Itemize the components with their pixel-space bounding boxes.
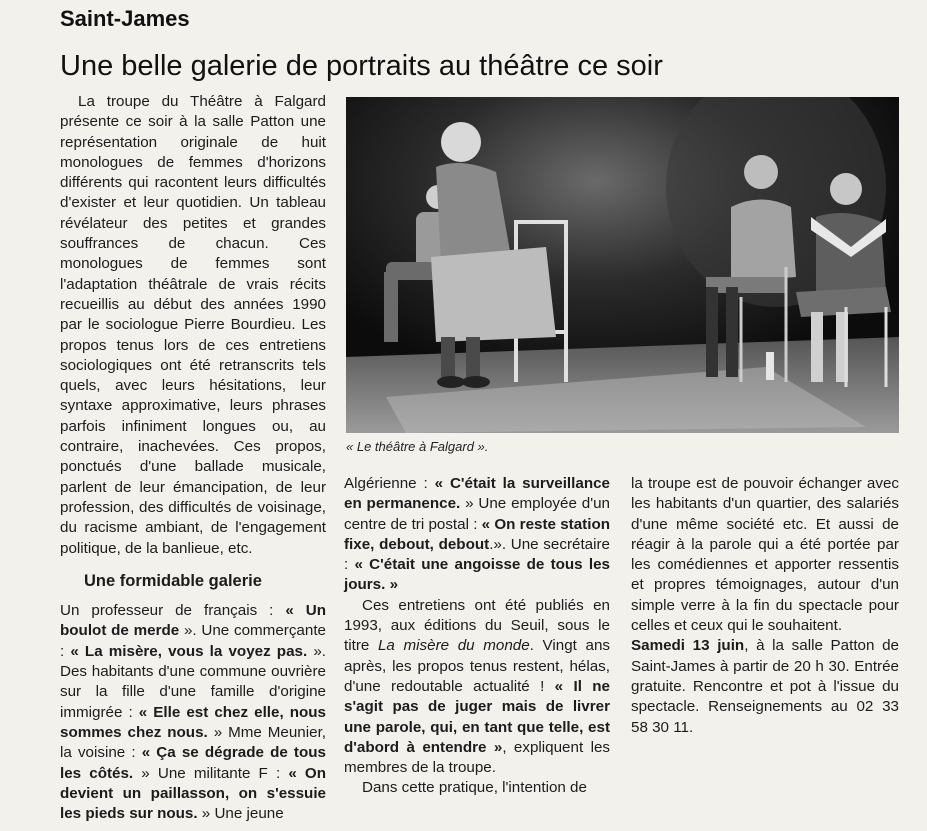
quotes-continued-paragraph bbox=[344, 474, 610, 596]
text-run: .». Une secrétaire : bbox=[344, 535, 610, 574]
article-column-1 bbox=[60, 92, 326, 824]
event-date: Samedi 13 juin bbox=[631, 637, 745, 655]
quote: « Ça se dégrade de tous les côtés. bbox=[60, 744, 326, 782]
stage-photo bbox=[346, 97, 899, 433]
intention-paragraph: la troupe est de pouvoir échanger avec les habitants d'un quartier, des salariés d'une même société etc. Et aussi de réagir à la parole qui a été portée par les comédiennes et apporter ressentis et propres témoignages, autour d'un simple verre à la fin du spectacle pour celles et ceux qui le souhaitent. bbox=[631, 475, 899, 635]
book-title: La misère du monde bbox=[377, 637, 530, 655]
quote: « On reste station fixe, debout, debout bbox=[344, 515, 610, 553]
section-kicker: Saint-James bbox=[60, 6, 190, 31]
quote: « Un boulot de merde bbox=[60, 602, 326, 640]
text-run: Ces entretiens ont été publiés en 1993, aux éditions du Seuil, sous le titre bbox=[344, 596, 610, 655]
text-run: Un professeur de français : bbox=[60, 602, 286, 620]
article-headline: Une belle galerie de portraits au théâtre ce soir bbox=[60, 50, 663, 82]
quotes-paragraph bbox=[60, 601, 326, 824]
text-run: » Une employée d'un centre de tri postal : bbox=[344, 495, 610, 533]
text-run: ». Une commerçante : bbox=[60, 622, 326, 660]
subheading: Une formidable galerie bbox=[84, 571, 262, 590]
article-column-3 bbox=[631, 474, 899, 738]
article-column-2 bbox=[344, 474, 610, 799]
stage-photo-illustration bbox=[346, 97, 899, 433]
text-run: » Mme Meunier, la voisine : bbox=[60, 723, 327, 762]
publication-paragraph bbox=[344, 596, 610, 779]
quote: « C'était la surveillance en permanence. bbox=[344, 475, 610, 513]
quote: « Il ne s'agit pas de juger mais de livrer une parole, qui, en tant que telle, est d'abord à entendre » bbox=[344, 677, 610, 756]
photo-caption: « Le théâtre à Falgard ». bbox=[346, 439, 489, 454]
quote: « C'était une angoisse de tous les jours. » bbox=[344, 556, 610, 594]
text-run: » Une militante F : bbox=[133, 764, 289, 782]
text-run: . Vingt ans après, les propos tenus restent, hélas, d'une redoutable actualité ! bbox=[344, 637, 610, 695]
practice-paragraph: Dans cette pratique, l'intention de bbox=[362, 779, 587, 797]
intro-paragraph: La troupe du Théâtre à Falgard présente ce soir à la salle Patton une représentation originale de huit monologues de femmes d'horizons différents qui racontent leurs difficultés d'exister et leur quotidien. Un tableau révélateur des petites et grandes souffrances de chacun. Ces monologues de femmes sont l'adaptation théâtrale de vrais récits recueillis au début des années 1990 par le sociologue Pierre Bourdieu. Les propos tenus lors de ces entretiens sociologiques ont été retranscrits tels quels, avec leurs hésitations, leur syntaxe approximative, leurs phrases parfois infiniment longues ou, au contraire, inachevées. Ces propos, ponctués d'une ballade musicale, parlent de leur émancipation, de leur profession, des difficultés de voisinage, du racisme ambiant, de l'engagement politique, de la banlieue, etc. bbox=[60, 93, 326, 557]
text-run: ». Des habitants d'une commune ouvrière sur la fille d'une famille d'origine immigrée : bbox=[60, 642, 326, 721]
event-info bbox=[631, 636, 899, 737]
text-run: Algérienne : bbox=[344, 475, 435, 492]
event-details: , à la salle Patton de Saint-James à partir de 20 h 30. Entrée gratuite. Rencontre et pot à l'issue du spectacle. Renseignements au 02 33 58 30 11. bbox=[631, 637, 899, 736]
quote: « Elle est chez elle, nous sommes chez nous. bbox=[60, 703, 326, 741]
quote: « La misère, vous la voyez pas. bbox=[70, 642, 308, 660]
text-run: » Une jeune bbox=[197, 805, 284, 823]
text-run: , expliquent les membres de la troupe. bbox=[344, 738, 610, 777]
quote: « On devient un paillasson, on s'essuie les pieds sur nous. bbox=[60, 764, 326, 823]
